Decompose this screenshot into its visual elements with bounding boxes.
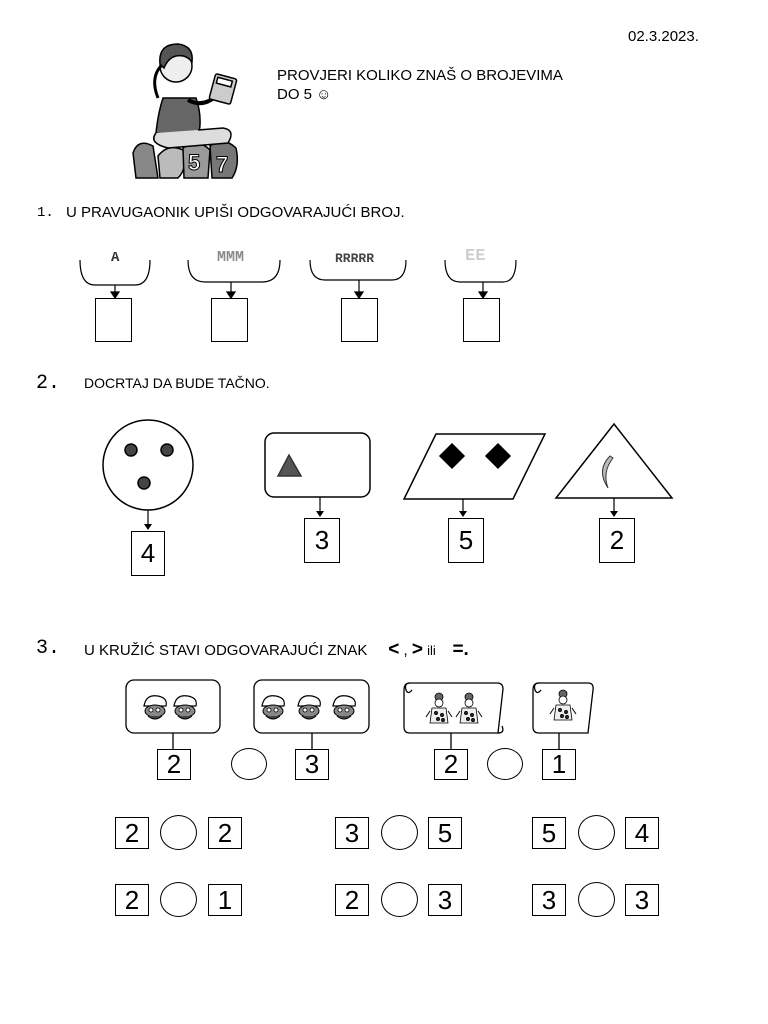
svg-text:5: 5 — [188, 150, 201, 175]
word-or: ili — [427, 643, 436, 658]
task2-number-box-4[interactable]: 2 — [599, 518, 635, 563]
compare-r1-c2-circle[interactable] — [381, 815, 418, 850]
compare-r2-c2-left: 2 — [335, 884, 369, 916]
compare-r2-c2-circle[interactable] — [381, 882, 418, 917]
compare-r2-c3-circle[interactable] — [578, 882, 615, 917]
compare-r1-c3-circle[interactable] — [578, 815, 615, 850]
sign-separator: , — [399, 642, 412, 659]
compare-r1-c3-right: 4 — [625, 817, 659, 849]
title-line-2: DO 5 ☺ — [277, 86, 332, 103]
compare-r2-c1-right: 1 — [208, 884, 242, 916]
sign-equal: =. — [452, 639, 469, 660]
task1-instruction: U PRAVUGAONIK UPIŠI ODGOVARAJUĆI BROJ. — [66, 204, 405, 221]
compare-r2-c1-left: 2 — [115, 884, 149, 916]
task1-letters-4: EE — [465, 247, 486, 266]
task3-number: 3. — [36, 637, 61, 660]
scroll-clowns-2 — [404, 683, 503, 733]
compare-r1-c2-left: 3 — [335, 817, 369, 849]
task1-letters-3: RRRRR — [335, 251, 375, 266]
compare-r2-c1-circle[interactable] — [160, 882, 197, 917]
date: 02.3.2023. — [628, 28, 699, 45]
task1-number: 1. — [37, 205, 54, 221]
compare-r1-c1-right: 2 — [208, 817, 242, 849]
task3-sign-circle-picture-2[interactable] — [487, 748, 523, 780]
picture-box-smurfs-2 — [126, 680, 220, 733]
sign-less-than: < — [388, 639, 400, 660]
title-line-1: PROVJERI KOLIKO ZNAŠ O BROJEVIMA — [277, 67, 563, 84]
task2-number: 2. — [36, 372, 61, 395]
task3-sign-circle-picture-1[interactable] — [231, 748, 267, 780]
compare-r1-c2-right: 5 — [428, 817, 462, 849]
task3-picture-right-box-1: 3 — [295, 749, 329, 780]
task2-number-box-2[interactable]: 3 — [304, 518, 340, 563]
compare-r1-c3-left: 5 — [532, 817, 566, 849]
compare-r1-c1-left: 2 — [115, 817, 149, 849]
task1-letters-2: MMM — [217, 249, 245, 266]
task2-number-box-3[interactable]: 5 — [448, 518, 484, 563]
task3-picture-left-box-2: 2 — [434, 749, 468, 780]
task2-number-box-1[interactable]: 4 — [131, 531, 165, 576]
svg-text:7: 7 — [216, 152, 229, 177]
sign-greater-than: > — [411, 639, 423, 660]
compare-r2-c3-right: 3 — [625, 884, 659, 916]
compare-r2-c3-left: 3 — [532, 884, 566, 916]
task1-letters-1: A — [111, 250, 120, 266]
task3-instruction-text: U KRUŽIĆ STAVI ODGOVARAJUĆI ZNAK — [84, 642, 368, 659]
task3-picture-left-box-1: 2 — [157, 749, 191, 780]
task2-instruction: DOCRTAJ DA BUDE TAČNO. — [84, 375, 270, 391]
compare-r2-c2-right: 3 — [428, 884, 462, 916]
task3-picture-right-box-2: 1 — [542, 749, 576, 780]
compare-r1-c1-circle[interactable] — [160, 815, 197, 850]
